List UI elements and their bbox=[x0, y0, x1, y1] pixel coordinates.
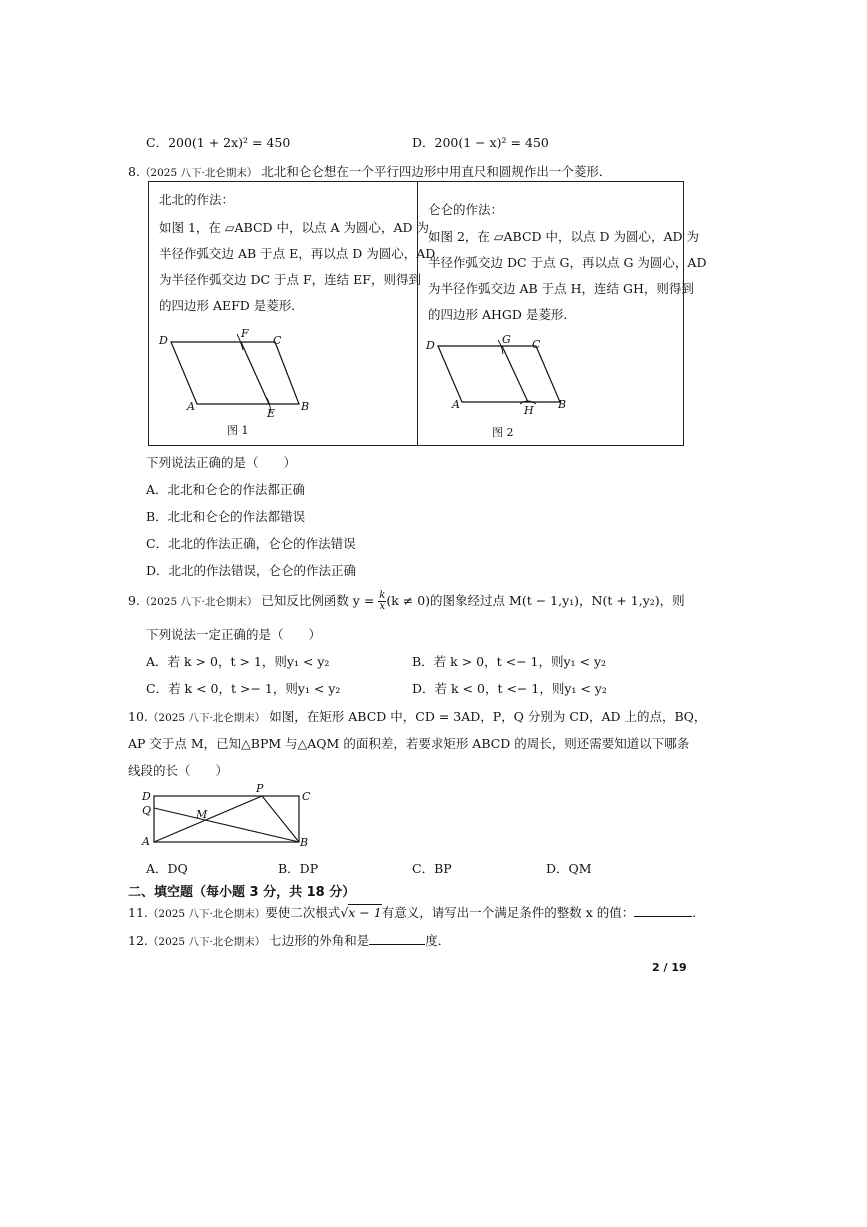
question-source: （2025 八下·北仑期末） bbox=[147, 712, 266, 724]
q10-option-b: B．DP bbox=[278, 861, 319, 876]
q7-option-c: C．200(1 + 2x)² = 450 bbox=[146, 135, 291, 150]
q11-after: 有意义，请写出一个满足条件的整数 x 的值： bbox=[381, 905, 635, 920]
q9-option-a: A．若 k > 0，t > 1，则y₁ < y₂ bbox=[146, 654, 330, 669]
beibei-heading: 北北的作法： bbox=[159, 192, 235, 207]
question-number: 10. bbox=[128, 709, 148, 724]
beibei-line-2: 半径作弧交边 AB 于点 E，再以点 D 为圆心，AD bbox=[159, 246, 436, 261]
q9-option-b: B．若 k > 0，t <− 1，则y₁ < y₂ bbox=[412, 654, 607, 669]
question-source: （2025 八下·北仑期末） bbox=[139, 167, 258, 179]
q11-end: ． bbox=[692, 905, 705, 920]
question-10-stem bbox=[128, 707, 706, 725]
q10-point-q: Q bbox=[142, 804, 152, 817]
q10-point-m: M bbox=[196, 808, 208, 821]
q11-before: 要使二次根式 bbox=[265, 905, 341, 920]
fig1-point-f: F bbox=[241, 327, 249, 340]
q9-option-d: D．若 k < 0，t <− 1，则y₁ < y₂ bbox=[412, 681, 607, 696]
q10-option-c: C．BP bbox=[412, 861, 452, 876]
fig1-point-b: B bbox=[301, 400, 310, 413]
question-9-stem bbox=[128, 591, 685, 612]
q9-stem-before: 已知反比例函数 y = bbox=[261, 593, 379, 608]
q10-point-p: P bbox=[256, 782, 264, 795]
lunlun-line-3: 为半径作弧交边 AB 于点 H，连结 GH，则得到 bbox=[428, 281, 694, 296]
fig2-point-a: A bbox=[452, 398, 460, 411]
fig1-point-a: A bbox=[187, 400, 195, 413]
fig2-point-d: D bbox=[426, 339, 435, 352]
q9-option-c: C．若 k < 0，t >− 1，则y₁ < y₂ bbox=[146, 681, 341, 696]
q10-figure bbox=[136, 782, 326, 850]
question-12 bbox=[128, 931, 450, 949]
fig2-point-c: C bbox=[532, 338, 541, 351]
q12-before: 七边形的外角和是 bbox=[269, 933, 370, 948]
question-number: 8. bbox=[128, 164, 140, 179]
question-source: （2025 八下·北仑期末） bbox=[147, 908, 266, 920]
figure-1-caption: 图 1 bbox=[227, 424, 249, 437]
lunlun-line-4: 的四边形 AHGD 是菱形． bbox=[428, 307, 576, 322]
question-number: 9. bbox=[128, 593, 140, 608]
beibei-line-4: 的四边形 AEFD 是菱形． bbox=[159, 298, 304, 313]
q8-methods-table bbox=[148, 181, 707, 446]
section-2-title: 二、填空题（每小题 3 分，共 18 分） bbox=[128, 885, 356, 900]
figure-1 bbox=[149, 322, 415, 442]
q10-option-a: A．DQ bbox=[146, 861, 188, 876]
lunlun-line-1: 如图 2，在 ▱ABCD 中，以点 D 为圆心，AD 为 bbox=[428, 229, 700, 244]
question-11 bbox=[128, 903, 705, 921]
figure-2-caption: 图 2 bbox=[492, 426, 514, 439]
fig1-point-e: E bbox=[267, 407, 276, 420]
radical-sign: √ bbox=[340, 905, 349, 920]
question-8-stem bbox=[128, 162, 611, 180]
beibei-line-3: 为半径作弧交边 DC 于点 F，连结 EF，则得到 bbox=[159, 272, 421, 287]
q11-answer-blank[interactable] bbox=[634, 904, 692, 917]
q9-stem-after: (k ≠ 0)的图象经过点 M(t − 1,y₁)，N(t + 1,y₂)，则 bbox=[386, 593, 685, 608]
beibei-line-1: 如图 1，在 ▱ABCD 中，以点 A 为圆心，AD 为 bbox=[159, 220, 430, 235]
fig2-point-h: H bbox=[524, 404, 534, 417]
q10-line-1: 如图，在矩形 ABCD 中，CD = 3AD，P，Q 分别为 CD，AD 上的点，BQ， bbox=[269, 709, 707, 724]
beibei-method-cell bbox=[149, 182, 436, 446]
q8-prompt: 下列说法正确的是（ ） bbox=[146, 455, 297, 470]
question-source: （2025 八下·北仑期末） bbox=[139, 596, 258, 608]
q7-option-d: D．200(1 − x)² = 450 bbox=[412, 135, 549, 150]
question-source: （2025 八下·北仑期末） bbox=[147, 936, 266, 948]
q10-option-d: D．QM bbox=[546, 861, 592, 876]
lunlun-line-2: 半径作弧交边 DC 于点 G，再以点 G 为圆心，AD bbox=[428, 255, 707, 270]
lunlun-heading: 仑仑的作法： bbox=[428, 202, 504, 217]
q12-after: 度． bbox=[425, 933, 451, 948]
fig2-point-g: G bbox=[502, 333, 511, 346]
q10-point-d: D bbox=[142, 790, 151, 803]
q10-point-c: C bbox=[302, 790, 311, 803]
q8-option-b: B．北北和仑仑的作法都错误 bbox=[146, 509, 306, 524]
q8-option-d: D．北北的作法错误，仑仑的作法正确 bbox=[146, 563, 357, 578]
q10-point-b: B bbox=[300, 836, 309, 849]
q12-answer-blank[interactable] bbox=[369, 932, 425, 945]
q9-frac-den: x bbox=[379, 601, 386, 612]
q10-line-2: AP 交于点 M，已知△BPM 与△AQM 的面积差，若要求矩形 ABCD 的周长，则还需要知道以下哪条 bbox=[128, 736, 690, 751]
q8-option-a: A．北北和仑仑的作法都正确 bbox=[146, 482, 306, 497]
q8-option-c: C．北北的作法正确，仑仑的作法错误 bbox=[146, 536, 356, 551]
q10-line-3: 线段的长（ ） bbox=[128, 763, 229, 778]
fig1-point-d: D bbox=[159, 334, 168, 347]
q10-point-a: A bbox=[142, 835, 150, 848]
figure-2 bbox=[418, 332, 682, 444]
page-number: 2 / 19 bbox=[652, 961, 687, 974]
q9-frac-num: k bbox=[379, 590, 386, 601]
fig2-point-b: B bbox=[558, 398, 567, 411]
question-number: 12. bbox=[128, 933, 148, 948]
question-number: 11. bbox=[128, 905, 148, 920]
question-text: 北北和仑仑想在一个平行四边形中用直尺和圆规作出一个菱形． bbox=[261, 164, 612, 179]
fig1-point-c: C bbox=[273, 334, 282, 347]
lunlun-method-cell bbox=[418, 182, 707, 446]
q11-radicand: x − 1 bbox=[348, 905, 382, 920]
q9-line-2: 下列说法一定正确的是（ ） bbox=[146, 627, 322, 642]
